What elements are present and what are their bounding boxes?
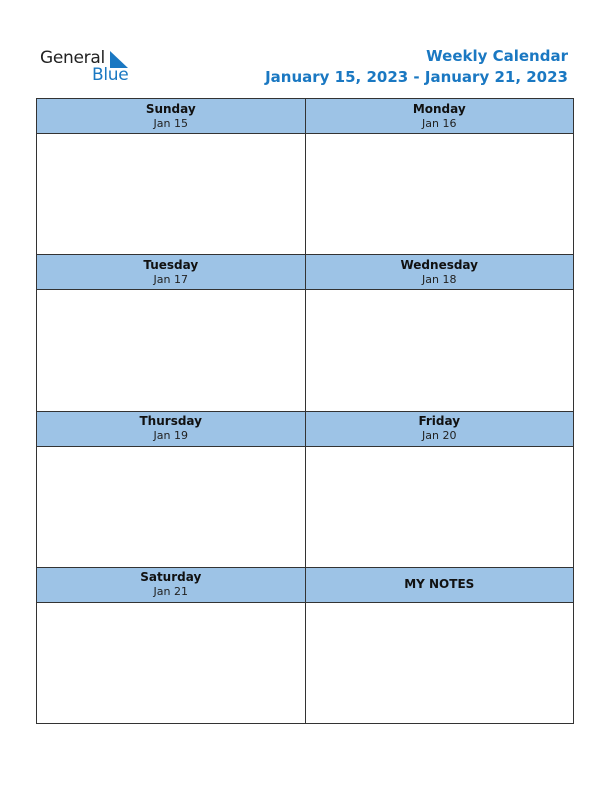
day-header	[37, 568, 305, 603]
day-cell-monday	[305, 98, 574, 254]
day-header	[37, 99, 305, 134]
day-date: Jan 20	[422, 429, 457, 442]
day-cell-thursday	[36, 411, 305, 567]
date-range: January 15, 2023 - January 21, 2023	[265, 68, 568, 86]
day-notes-area[interactable]	[37, 134, 305, 254]
notes-title: MY NOTES	[404, 577, 475, 592]
weekly-calendar-grid	[36, 98, 574, 724]
day-notes-area[interactable]	[37, 290, 305, 410]
day-header	[37, 255, 305, 290]
logo-text-general: General	[40, 48, 105, 68]
day-header	[306, 412, 574, 447]
day-name: Friday	[418, 414, 461, 428]
day-name: Wednesday	[400, 257, 478, 272]
day-notes-area[interactable]	[306, 447, 574, 567]
day-name: Thursday	[139, 414, 202, 428]
day-cell-wednesday	[305, 254, 574, 410]
day-date: Jan 15	[153, 116, 188, 130]
day-header	[306, 255, 574, 290]
notes-area[interactable]	[306, 603, 574, 723]
day-date: Jan 16	[422, 116, 457, 130]
day-notes-area[interactable]	[37, 447, 305, 567]
logo-text-blue: Blue	[92, 65, 129, 85]
day-cell-friday	[305, 411, 574, 567]
day-cell-saturday	[36, 567, 305, 723]
page-title: Weekly Calendar	[426, 47, 568, 65]
generalblue-logo	[40, 48, 140, 88]
day-date: Jan 18	[422, 272, 457, 286]
day-notes-area[interactable]	[306, 134, 574, 254]
day-cell-tuesday	[36, 254, 305, 410]
day-name: Sunday	[145, 101, 196, 116]
day-name: Monday	[412, 101, 466, 116]
day-name: Tuesday	[143, 257, 199, 272]
day-notes-area[interactable]	[37, 603, 305, 723]
day-notes-area[interactable]	[306, 290, 574, 410]
day-cell-sunday	[36, 98, 305, 254]
day-date: Jan 19	[153, 429, 188, 442]
day-header	[37, 412, 305, 447]
notes-cell	[305, 567, 574, 723]
day-date: Jan 21	[153, 585, 188, 599]
day-date: Jan 17	[153, 272, 188, 286]
day-name: Saturday	[140, 570, 202, 585]
day-header	[306, 99, 574, 134]
notes-header	[306, 568, 574, 603]
